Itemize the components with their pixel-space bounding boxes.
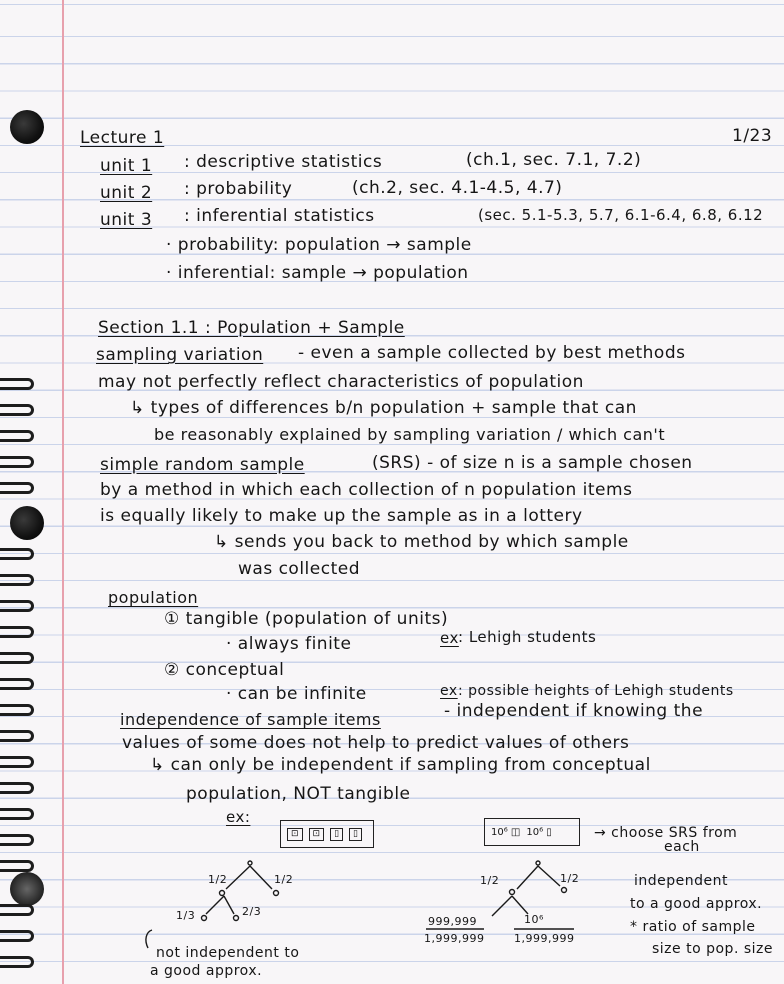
independence-def-2: values of some does not help to predict values of others	[122, 733, 630, 753]
section-heading: Section 1.1 : Population + Sample	[98, 318, 405, 338]
population-conceptual: ② conceptual	[164, 660, 285, 680]
srs-def-2: by a method in which each collection of n population items	[100, 480, 633, 500]
unit-1-topic: : descriptive statistics	[184, 152, 383, 172]
bullet-probability: · probability: population → sample	[166, 235, 472, 255]
right-tree-note-2: to a good approx.	[630, 896, 763, 912]
independence-sub-2: population, NOT tangible	[186, 784, 411, 804]
left-tree-note-2: a good approx.	[150, 963, 263, 979]
unit-count: 10⁶ ◫	[491, 826, 521, 838]
sampling-variation-sub-2: be reasonably explained by sampling variation / which can't	[154, 425, 666, 444]
term-srs: simple random sample	[100, 455, 305, 475]
example-label-2: ex	[440, 683, 458, 699]
right-tree-note-1: independent	[634, 873, 728, 889]
unit-2-topic: : probability	[184, 179, 293, 199]
srs-def-3: is equally likely to make up the sample as in a lottery	[100, 506, 583, 526]
independence-def-1: - independent if knowing the	[444, 701, 704, 721]
term-population: population	[108, 588, 199, 607]
sampling-variation-def-1: - even a sample collected by best methods	[298, 343, 686, 363]
unit-cell: ⊡	[309, 828, 325, 841]
unit-cell: ⊡	[287, 828, 303, 841]
lecture-title: Lecture 1	[80, 128, 165, 148]
population-example-1: : Lehigh students	[458, 628, 597, 646]
fraction-numerator: 999,999	[428, 915, 477, 928]
branch-prob: 1/2	[480, 874, 500, 887]
choose-srs-note-2: each	[664, 839, 700, 855]
unit-cell: ▯	[349, 828, 362, 841]
unit-cell: ▯	[330, 828, 343, 841]
unit-3-sections: (sec. 5.1-5.3, 5.7, 6.1-6.4, 6.8, 6.12	[478, 206, 764, 224]
population-tangible: ① tangible (population of units)	[164, 609, 449, 629]
fraction-denominator: 1,999,999	[424, 932, 485, 945]
unit-2-sections: (ch.2, sec. 4.1-4.5, 4.7)	[352, 178, 563, 198]
srs-sub-2: was collected	[238, 559, 360, 579]
branch-prob: 1/2	[274, 873, 294, 886]
unit-1-sections: (ch.1, sec. 7.1, 7.2)	[466, 150, 642, 170]
right-tree-note-3: * ratio of sample	[630, 919, 756, 935]
choose-srs-note: → choose SRS from	[594, 825, 738, 841]
srs-def-1: (SRS) - of size n is a sample chosen	[372, 453, 693, 473]
srs-sub-1: ↳ sends you back to method by which sample	[214, 532, 629, 552]
right-tree-note-4: size to pop. size	[652, 941, 773, 957]
sampling-variation-def-2: may not perfectly reflect characteristics of population	[98, 372, 584, 392]
unit-3-topic: : inferential statistics	[184, 206, 375, 226]
unit-2-label: unit 2	[100, 183, 153, 203]
left-tree-note-1: not independent to	[156, 945, 300, 961]
population-example-2: : possible heights of Lehigh students	[458, 683, 734, 699]
lecture-date: 1/23	[732, 126, 773, 146]
unit-1-label: unit 1	[100, 156, 153, 176]
branch-prob: 2/3	[242, 905, 262, 918]
unit-3-label: unit 3	[100, 210, 153, 230]
bullet-inferential: · inferential: sample → population	[166, 263, 469, 283]
example-label-1: ex	[440, 629, 459, 647]
fraction-denominator: 1,999,999	[514, 932, 575, 945]
fraction-numerator: 10⁶	[524, 913, 544, 926]
term-independence: independence of sample items	[120, 710, 381, 729]
independence-sub-1: ↳ can only be independent if sampling from conceptual	[150, 755, 651, 775]
branch-prob: 1/2	[560, 872, 580, 885]
term-sampling-variation: sampling variation	[96, 345, 264, 365]
branch-prob: 1/2	[208, 873, 228, 886]
example-label-3: ex:	[226, 808, 251, 826]
sampling-variation-sub-1: ↳ types of differences b/n population + sample that can	[130, 398, 637, 418]
population-finite: · always finite	[226, 634, 352, 654]
branch-prob: 1/3	[176, 909, 196, 922]
unit-count: 10⁶ ▯	[526, 826, 552, 838]
population-infinite: · can be infinite	[226, 684, 367, 704]
